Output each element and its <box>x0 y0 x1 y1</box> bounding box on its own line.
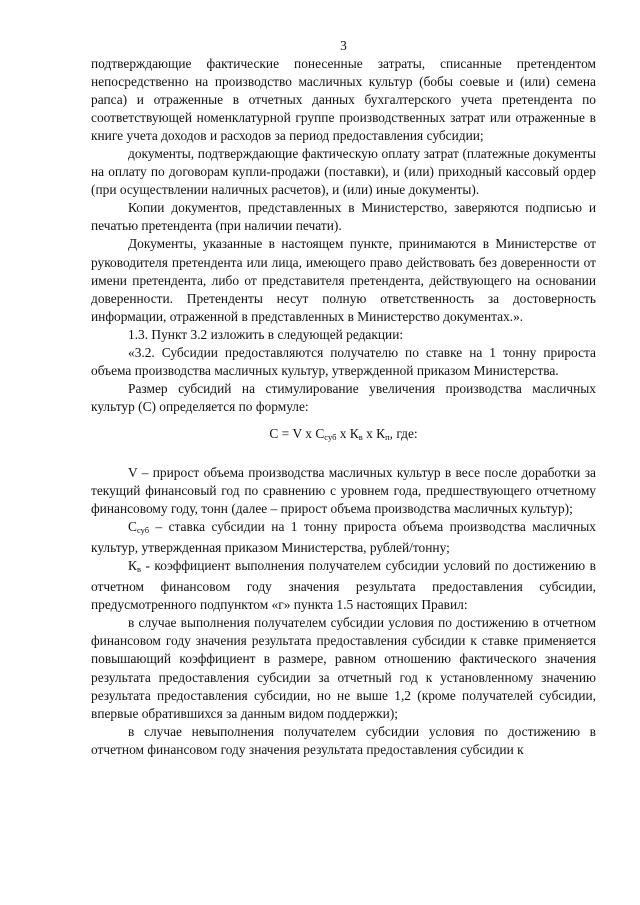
paragraph-subsidy-size: Размер субсидий на стимулирование увеличения производства масличных культур (С) определяется по формуле: <box>91 380 596 414</box>
definition-csub: $С_{суб}$ – ставка субсидии на 1 тонну прироста объема производства масличных культур, утвержденная приказом Министерства, рублей/тонну; <box>91 519 596 556</box>
paragraph-item-1-3: 1.3. Пункт 3.2 изложить в следующей редакции: <box>128 326 404 342</box>
paragraph-copies-certification: Копии документов, представленных в Министерство, заверяются подписью и печатью претендента (при наличии печати). <box>91 200 596 234</box>
paragraph-documents-acceptance: Документы, указанные в настоящем пункте, принимаются в Министерстве от руководителя претендента или лица, имеющего право действовать без доверенности от имени претендента, либо от представителя претендента, действующего на основании доверенности. Претенденты несут полную ответственность за достоверность информации, отраженной в представленных в Министерство документах.». <box>91 236 596 324</box>
subsidy-formula: С = V х $С_{суб}$ х $К_в$ х $К_п$, где: <box>269 425 418 442</box>
paragraph-case-not-fulfilled: в случае невыполнения получателем субсидии условия по достижению в отчетном финансовом году значения результата предоставления субсидии к <box>91 723 596 757</box>
paragraph-case-fulfilled: в случае выполнения получателем субсидии условия по достижению в отчетном финансовом году значения результата предоставления субсидии к ставке применяется повышающий коэффициент в размере, равном отношению фактического значения результата предоставления субсидии за отчетный год к установленному значению результата предоставления субсидии, но не выше 1,2 (кроме получателей субсидии, впервые обратившихся за данным видом поддержки); <box>91 615 596 721</box>
definition-v: V – прирост объема производства масличных культур в весе после доработки за текущий финансовый год по сравнению с уровнем года, предшествующего отчетному финансовому году, тонн (далее – прирост объема производства масличных культур); <box>91 464 596 517</box>
paragraph-payment-documents: документы, подтверждающие фактическую оплату затрат (платежные документы на оплату по договорам купли-продажи (поставки), и (или) приходный кассовый ордер (при осуществлении наличных расчетов), и (или) иные документы). <box>91 146 596 198</box>
page-number: 3 <box>340 38 347 53</box>
paragraph-supporting-costs: подтверждающие фактические понесенные затраты, списанные претендентом непосредственно на производство масличных культур (бобы соевые и (или) семена рапса) и отраженные в отчетных данных бухгалтерского учета претендента по соответствующей номенклатурной группе производственных затрат или отраженные в книге учета доходов и расходов за период предоставления субсидии; <box>91 56 596 144</box>
paragraph-item-3-2: «3.2. Субсидии предоставляются получателю по ставке на 1 тонну прироста объема производства масличных культур, утвержденной приказом Министерства. <box>91 344 596 378</box>
definition-kv: $К_в$ - коэффициент выполнения получателем субсидии условий по достижению в отчетном финансовом году значения результата предоставления субсидии, предусмотренного подпунктом «г» пункта 1.5 настоящих Правил: <box>91 558 596 613</box>
document-body <box>91 55 596 759</box>
